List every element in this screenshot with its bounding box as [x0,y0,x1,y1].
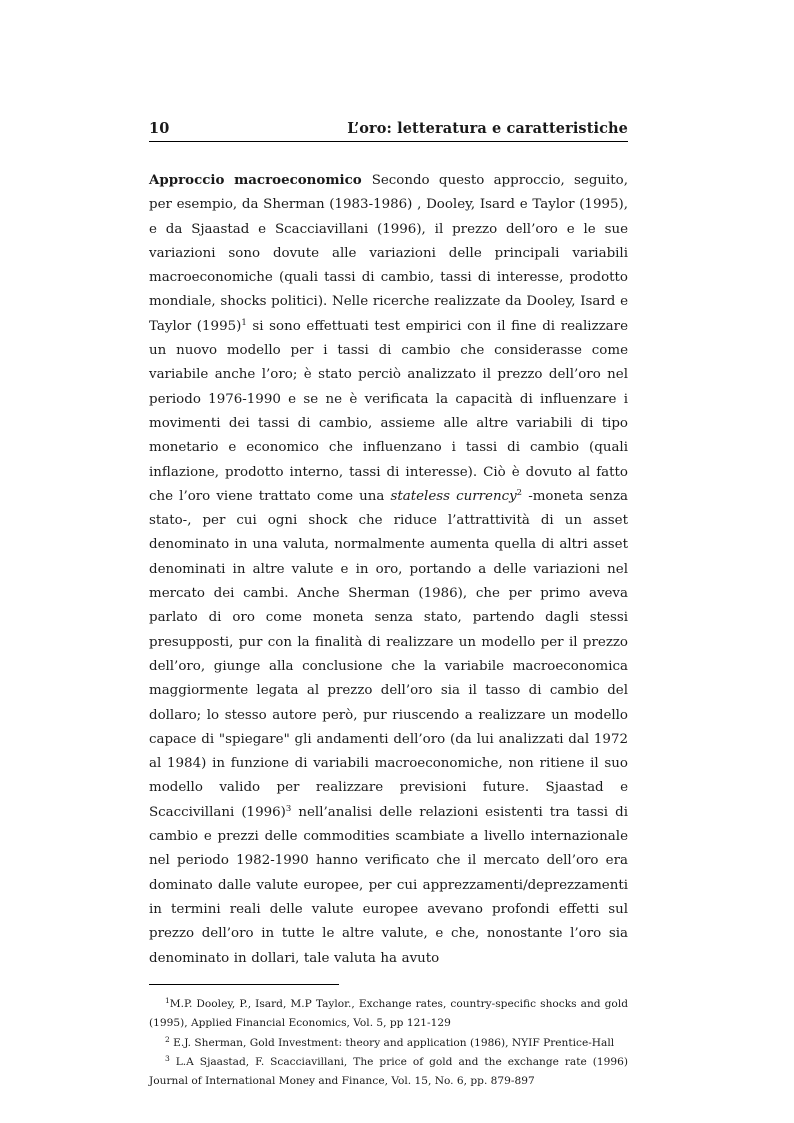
section-heading: Approccio macroeconomico [149,172,362,188]
footnote-ref-2[interactable]: 2 [516,487,523,498]
page-number: 10 [149,120,170,137]
page [149,120,628,1091]
footnotes [149,995,628,1091]
footnote [149,995,628,1033]
footnote [149,1053,628,1091]
footnote-text: M.P. Dooley, P., Isard, M.P Taylor., Exchange rates, country-specific shocks and gold (1995), Applied Financial Economics, Vol. 5, pp 121-129 [149,998,628,1030]
footnote-mark: 1 [165,996,170,1006]
body-paragraph [149,168,628,971]
footnote-rule [149,984,339,985]
paragraph-text-4: nell’analisi delle relazioni esistenti tra tassi di cambio e prezzi delle commodities scambiate a livello internazionale nel periodo 1982-1990 hanno verificato che il mercato dell’oro era dominato dalle valute europee, per cui apprezzamenti/deprezzamenti in termini reali delle valute europee avevano profondi effetti sul prezzo dell’oro in tutte le altre valute, e che, nonostante l’oro sia denominato in dollari, tale valuta ha avuto [149,804,628,966]
footnote-ref-3[interactable]: 3 [285,803,292,814]
running-header [149,120,628,142]
footnote-text: E.J. Sherman, Gold Investment: theory and application (1986), NYIF Prentice-Hall [169,1036,615,1049]
footnote-mark: 3 [165,1053,170,1063]
italic-term: stateless currency [390,488,517,504]
chapter-title: L’oro: letteratura e caratteristiche [347,120,628,137]
footnote-mark: 2 [165,1034,170,1044]
paragraph-text-3: -moneta senza stato-, per cui ogni shock che riduce l’attrattività di un asset denominato in una valuta, normalmente aumenta quella di altri asset denominati in altre valute e in oro, portando a delle variazioni nel mercato dei cambi. Anche Sherman (1986), che per primo aveva parlato di oro come moneta senza stato, partendo dagli stessi presupposti, pur con la finalità di realizzare un modello per il prezzo dell’oro, giunge alla conclusione che la variabile macroeconomica maggiormente legata al prezzo dell’oro sia il tasso di cambio del dollaro; lo stesso autore però, pur riuscendo a realizzare un modello capace di "spiegare" gli andamenti dell’oro (da lui analizzati dal 1972 al 1984) in funzione di variabili macroeconomiche, non ritiene il suo modello valido per realizzare previsioni future. Sjaastad e Scaccivillani (1996) [149,488,628,820]
paragraph-text-2: si sono effettuati test empirici con il fine di realizzare un nuovo modello per i tassi di cambio che considerasse come variabile anche l’oro; è stato perciò analizzato il prezzo dell’oro nel periodo 1976-1990 e se ne è verificata la capacità di influenzare i movimenti dei tassi di cambio, assieme alle altre variabili di tipo monetario e economico che influenzano i tassi di cambio (quali inflazione, prodotto interno, tassi di interesse). Ciò è dovuto al fatto che l’oro viene trattato come una [149,318,628,504]
footnote-text: L.A Sjaastad, F. Scacciavillani, The price of gold and the exchange rate (1996) Journal of International Money and Finance, Vol. 15, No. 6, pp. 879-897 [149,1055,628,1087]
footnote-ref-1[interactable]: 1 [241,317,247,328]
paragraph-text-1: Secondo questo approccio, seguito, per esempio, da Sherman (1983-1986) , Dooley, Isard e Taylor (1995), e da Sjaastad e Scacciavillani (1996), il prezzo dell’oro e le sue variazioni sono dovute alle variazioni delle principali variabili macroeconomiche (quali tassi di cambio, tassi di interesse, prodotto mondiale, shocks politici). Nelle ricerche realizzate da Dooley, Isard e Taylor (1995) [149,173,628,334]
footnote [149,1034,628,1053]
